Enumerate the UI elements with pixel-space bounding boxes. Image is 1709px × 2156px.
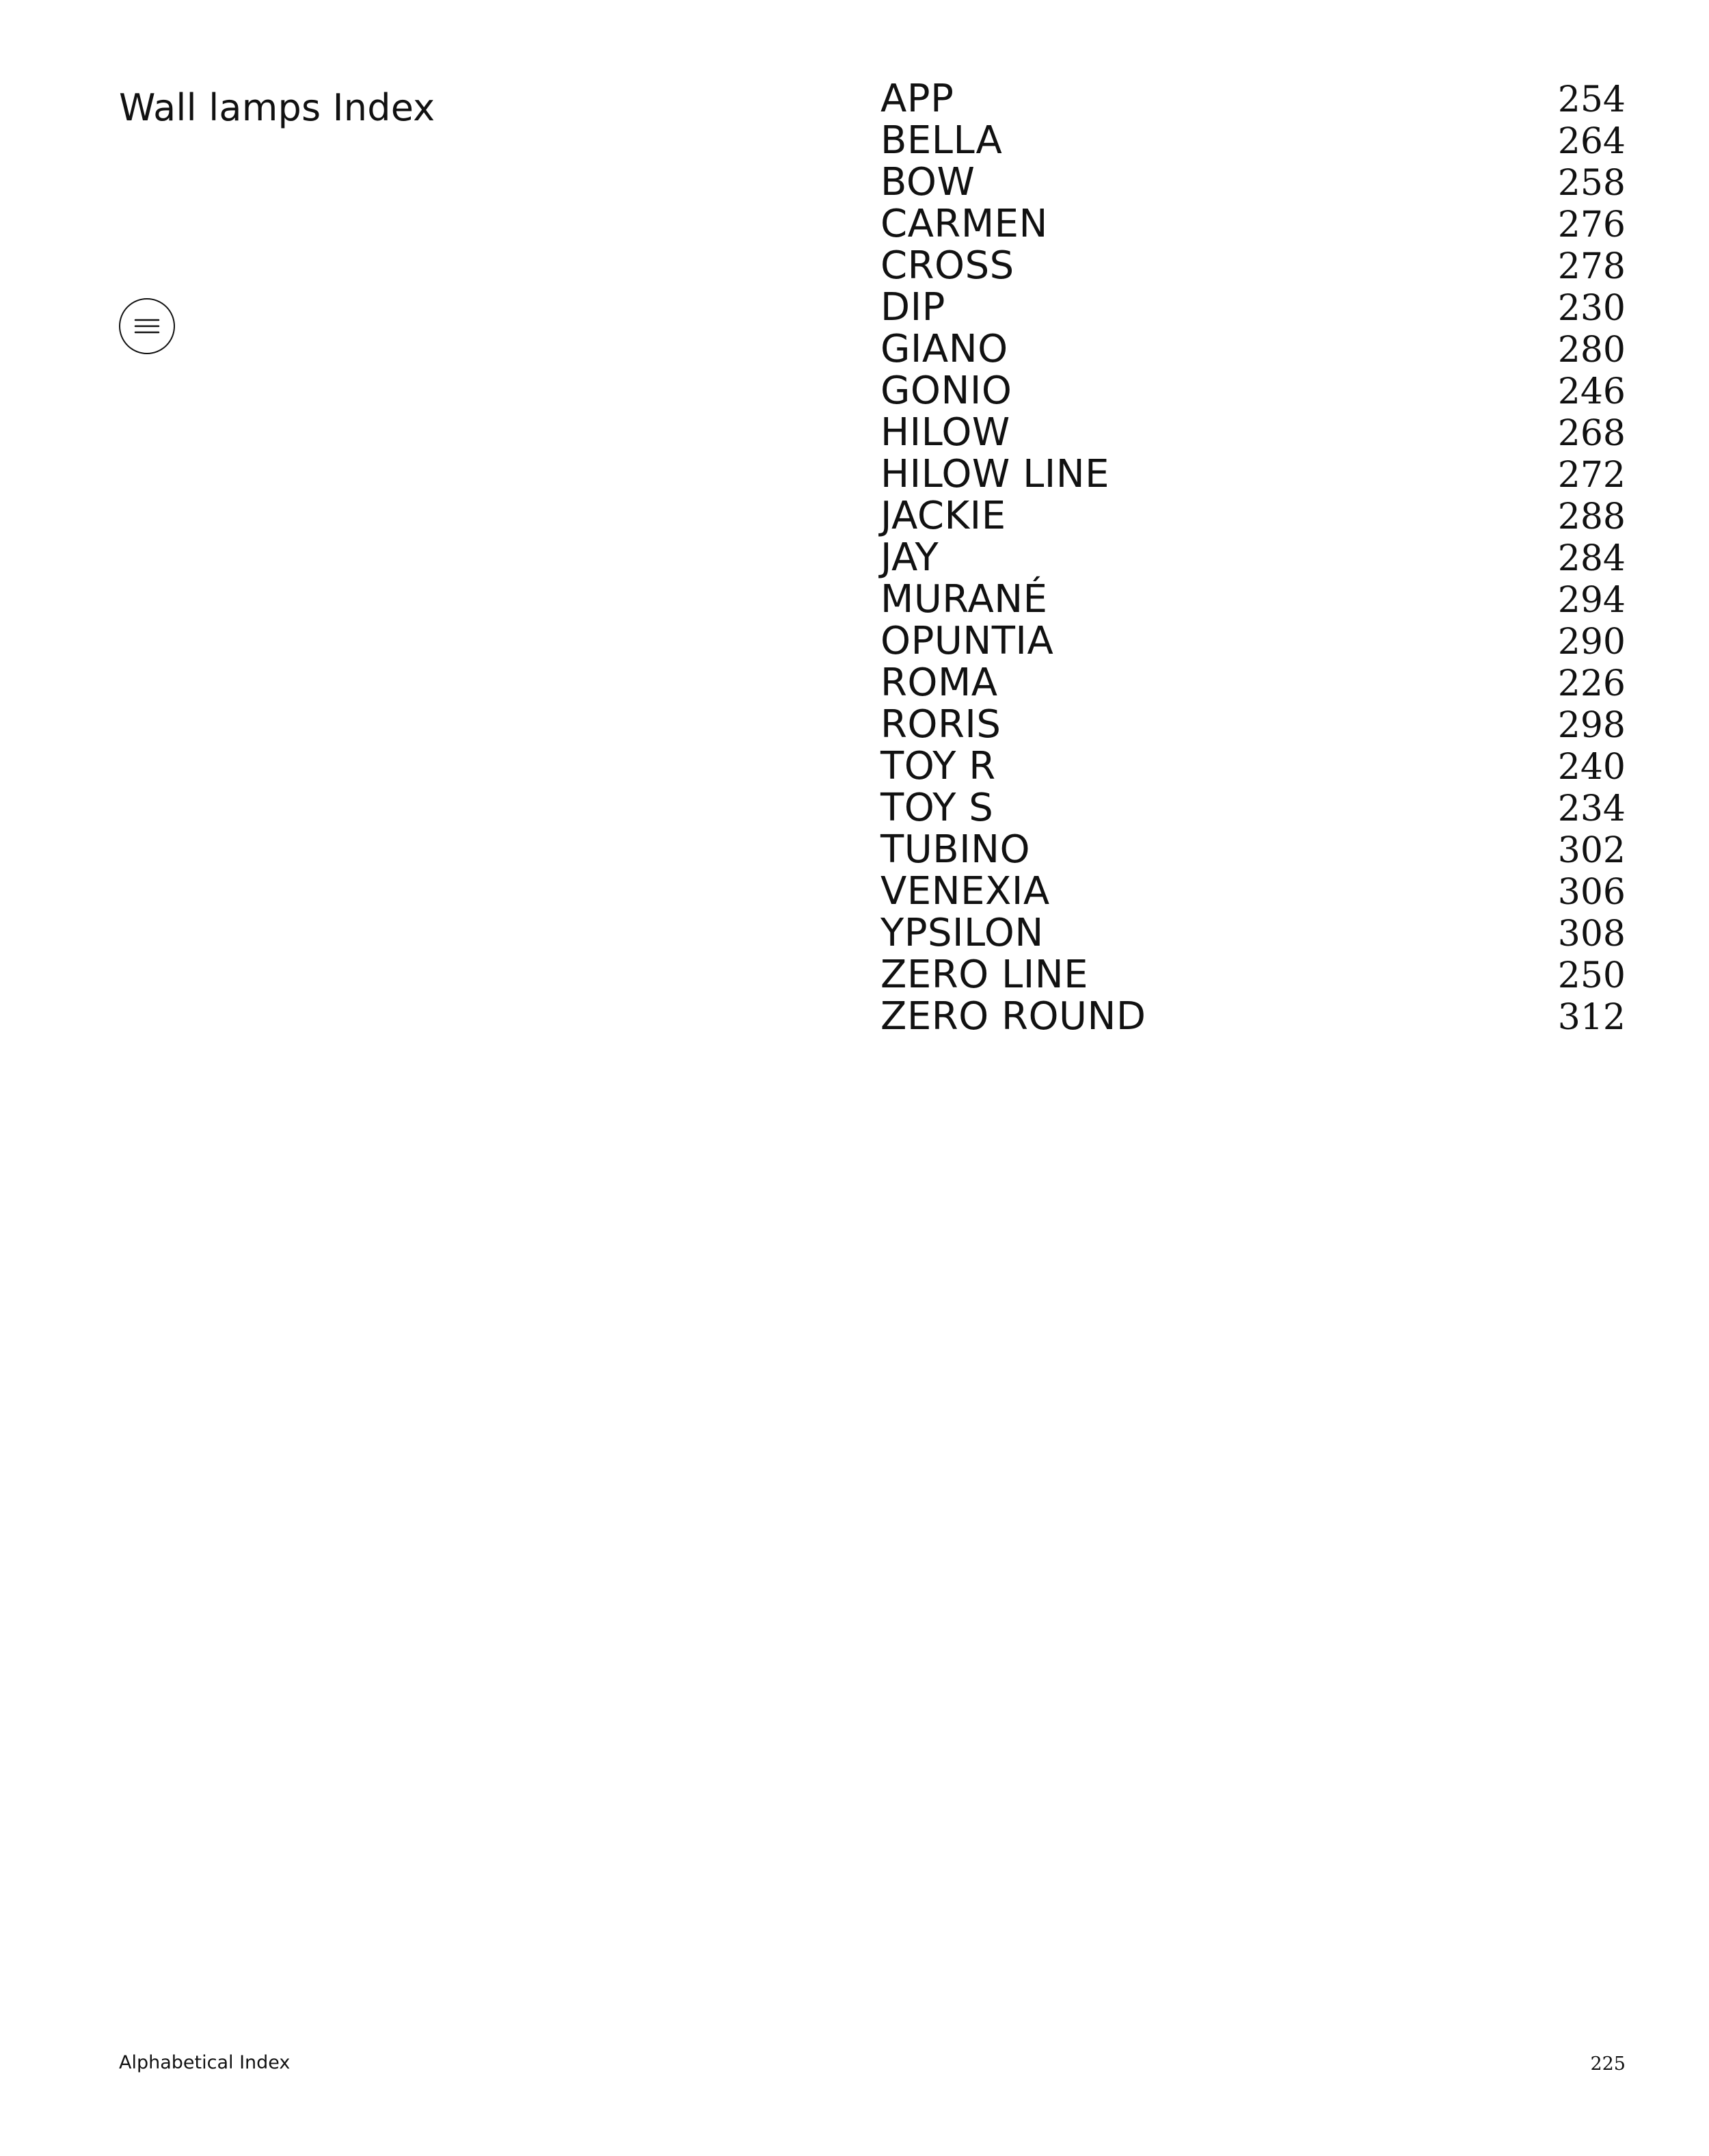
index-item-name: JACKIE <box>880 494 1006 538</box>
index-row-giano[interactable] <box>880 325 1626 371</box>
index-row-ypsilon[interactable] <box>880 909 1626 955</box>
index-item-name: HILOW <box>880 410 1010 455</box>
index-item-page: 230 <box>1557 288 1626 329</box>
index-item-page: 290 <box>1557 622 1626 663</box>
index-item-name: YPSILON <box>880 911 1044 955</box>
index-item-page: 276 <box>1557 204 1626 245</box>
index-item-page: 240 <box>1557 747 1626 788</box>
index-row-murane[interactable] <box>880 576 1626 622</box>
index-item-page: 226 <box>1557 663 1626 704</box>
index-item-name: RORIS <box>880 702 1001 747</box>
index-row-zero-round[interactable] <box>880 993 1626 1039</box>
index-row-toy-r[interactable] <box>880 743 1626 788</box>
index-item-name: TOY R <box>880 744 996 788</box>
footer-page-number: 225 <box>1590 2053 1626 2075</box>
index-item-page: 312 <box>1557 997 1626 1038</box>
index-row-roma[interactable] <box>880 659 1626 705</box>
index-item-name: ZERO ROUND <box>880 994 1146 1039</box>
index-item-name: APP <box>880 77 954 121</box>
page-title: Wall lamps Index <box>119 86 435 130</box>
index-item-page: 272 <box>1557 455 1626 496</box>
index-row-dip[interactable] <box>880 284 1626 330</box>
index-item-name: CROSS <box>880 243 1014 288</box>
index-item-page: 264 <box>1557 121 1626 162</box>
index-item-name: HILOW LINE <box>880 452 1110 496</box>
product-index-list <box>880 75 1626 1039</box>
index-item-page: 254 <box>1557 79 1626 120</box>
index-item-name: JAY <box>880 535 939 580</box>
index-item-name: MURANÉ <box>880 577 1048 622</box>
index-item-page: 258 <box>1557 163 1626 204</box>
index-row-tubino[interactable] <box>880 826 1626 872</box>
index-row-opuntia[interactable] <box>880 617 1626 663</box>
index-item-page: 280 <box>1557 330 1626 371</box>
index-row-jay[interactable] <box>880 534 1626 580</box>
index-item-page: 278 <box>1557 246 1626 287</box>
index-item-name: BOW <box>880 160 975 204</box>
index-item-name: BELLA <box>880 118 1003 163</box>
index-row-toy-s[interactable] <box>880 784 1626 830</box>
index-item-name: GONIO <box>880 369 1012 413</box>
index-item-name: TUBINO <box>880 827 1031 872</box>
index-row-roris[interactable] <box>880 701 1626 747</box>
index-item-name: OPUNTIA <box>880 619 1054 663</box>
index-row-cross[interactable] <box>880 242 1626 288</box>
index-item-name: DIP <box>880 285 945 330</box>
index-item-page: 268 <box>1557 413 1626 454</box>
index-item-page: 298 <box>1557 705 1626 746</box>
index-row-gonio[interactable] <box>880 367 1626 413</box>
index-row-hilow[interactable] <box>880 409 1626 455</box>
index-item-name: GIANO <box>880 327 1008 371</box>
index-item-page: 288 <box>1557 496 1626 537</box>
index-item-page: 250 <box>1557 955 1626 996</box>
index-item-name: VENEXIA <box>880 869 1050 914</box>
index-item-page: 234 <box>1557 788 1626 829</box>
index-item-page: 306 <box>1557 872 1626 913</box>
index-item-page: 302 <box>1557 830 1626 871</box>
index-item-name: CARMEN <box>880 202 1048 246</box>
index-item-page: 308 <box>1557 914 1626 955</box>
index-item-name: TOY S <box>880 786 994 830</box>
index-row-app[interactable] <box>880 75 1626 121</box>
footer-section-label: Alphabetical Index <box>119 2052 291 2073</box>
index-row-hilow-line[interactable] <box>880 451 1626 496</box>
index-item-page: 246 <box>1557 371 1626 412</box>
menu-button[interactable] <box>119 298 175 354</box>
index-row-bow[interactable] <box>880 159 1626 204</box>
index-row-zero-line[interactable] <box>880 951 1626 997</box>
menu-icon <box>134 316 160 336</box>
index-item-page: 284 <box>1557 538 1626 579</box>
index-row-jackie[interactable] <box>880 492 1626 538</box>
index-row-bella[interactable] <box>880 117 1626 163</box>
index-item-name: ROMA <box>880 661 998 705</box>
index-row-venexia[interactable] <box>880 868 1626 914</box>
index-row-carmen[interactable] <box>880 200 1626 246</box>
index-item-page: 294 <box>1557 580 1626 621</box>
index-item-name: ZERO LINE <box>880 953 1089 997</box>
